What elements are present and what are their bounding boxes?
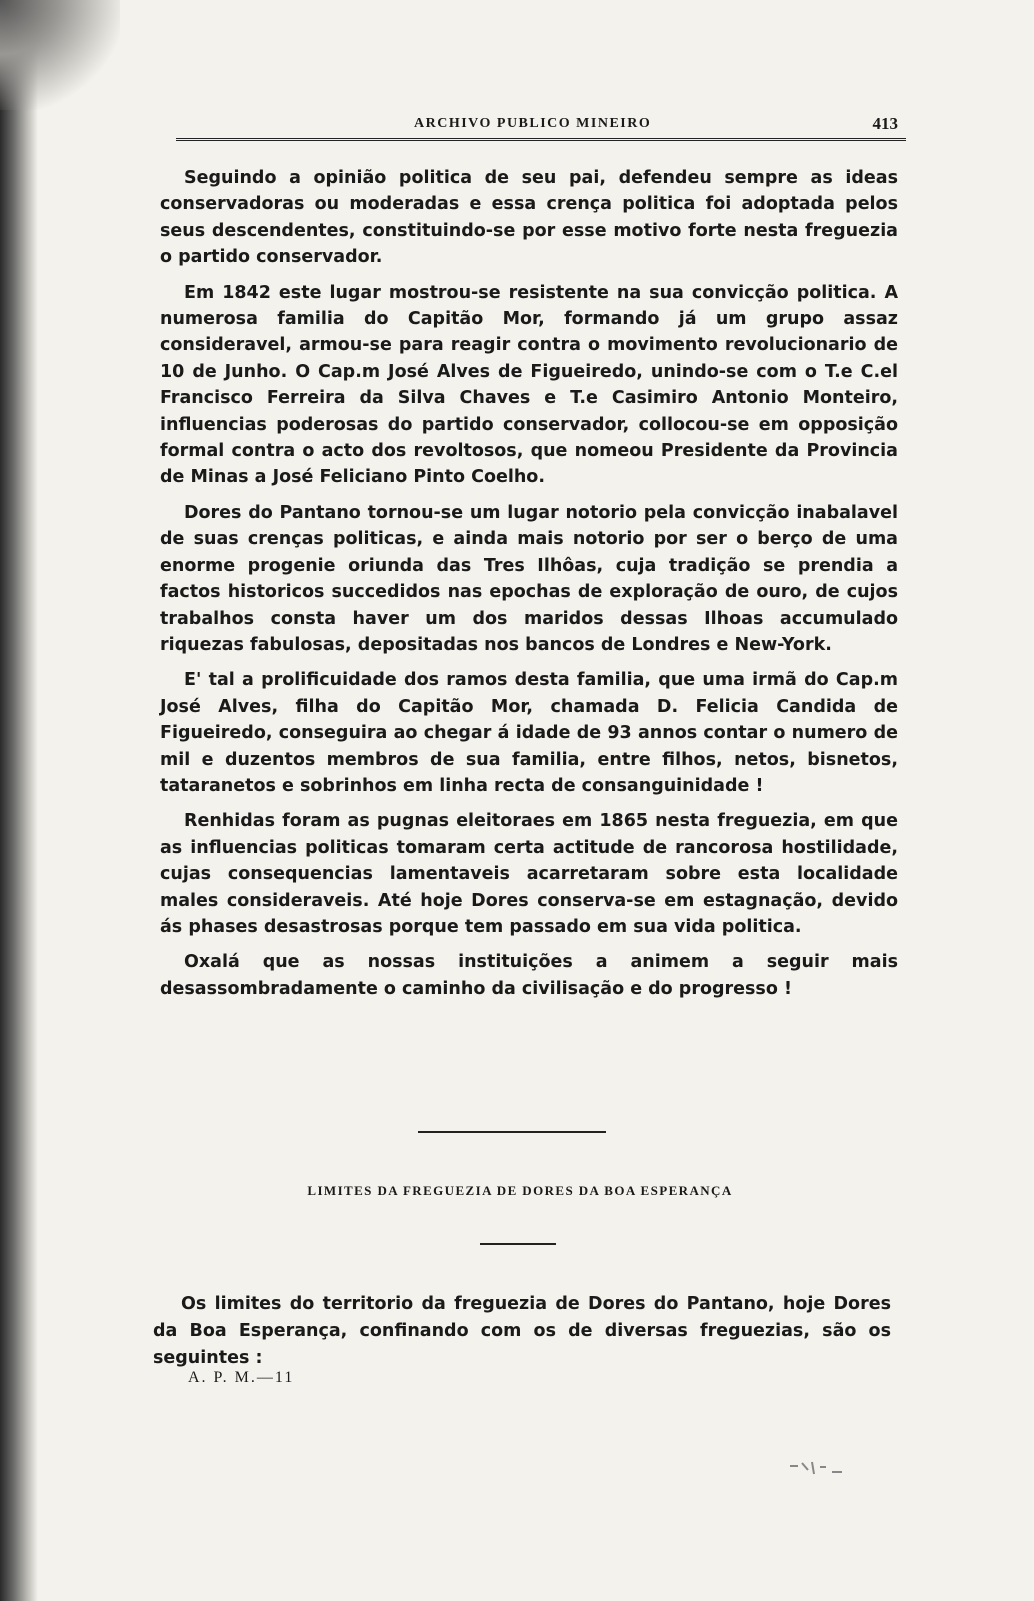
section-text	[153, 1291, 891, 1372]
ink-smudge	[788, 1458, 846, 1478]
header-rule	[176, 138, 906, 141]
body-text	[160, 165, 898, 1011]
section-heading: LIMITES DA FREGUEZIA DE DORES DA BOA ESPERANÇA	[307, 1183, 733, 1198]
paragraph: Dores do Pantano tornou-se um lugar notorio pela convicção inabalavel de suas crenças politicas, e ainda mais notorio por ser o berço de uma enorme progenie oriunda das Tres Ilhôas, cuja tradição se prendia a factos historicos succedidos nas epochas de exploração de ouro, de cujos trabalhos consta haver um dos maridos dessas Ilhoas accumulado riquezas fabulosas, depositadas nos bancos de Londres e New-York.	[160, 502, 898, 655]
running-title: ARCHIVO PUBLICO MINEIRO	[414, 116, 652, 131]
paragraph: Os limites do territorio da freguezia de Dores do Pantano, hoje Dores da Boa Esperança, confinando com os de diversas freguezias, são os seguintes :	[153, 1294, 891, 1368]
page-number: 413	[872, 114, 898, 133]
signature-mark: A. P. M.—11	[188, 1369, 295, 1386]
paragraph: Em 1842 este lugar mostrou-se resistente na sua convicção politica. A numerosa familia do Capitão Mor, formando já um grupo assaz consideravel, armou-se para reagir contra o movimento revolucionario de 10 de Junho. O Cap.m José Alves de Figueiredo, unindo-se com o T.e C.el Francisco Ferreira da Silva Chaves e T.e Casimiro Antonio Monteiro, influencias poderosas do partido conservador, collocou-se em opposição formal contra o acto dos revoltosos, que nomeou Presidente da Provincia de Minas a José Feliciano Pinto Coelho.	[160, 282, 898, 488]
paragraph: Renhidas foram as pugnas eleitoraes em 1865 nesta freguezia, em que as influencias politicas tomaram certa actitude de rancorosa hostilidade, cujas consequencias lamentaveis acarretaram sobre esta localidade males consideraveis. Até hoje Dores conserva-se em estagnação, devido ás phases desastrosas porque tem passado em sua vida politica.	[160, 811, 898, 937]
page-scan-edge	[0, 0, 38, 1601]
page-header	[176, 108, 906, 148]
paragraph: Oxalá que as nossas instituições a animem a seguir mais desassombradamente o caminho da civilisação e do progresso !	[160, 952, 898, 999]
paragraph: Seguindo a opinião politica de seu pai, defendeu sempre as ideas conservadoras ou moderadas e essa crença politica foi adoptada pelos seus descendentes, constituindo-se por esse motivo forte nesta freguezia o partido conservador.	[160, 168, 898, 268]
section-separator-rule	[418, 1131, 606, 1133]
paragraph: E' tal a prolificuidade dos ramos desta familia, que uma irmã do Cap.m José Alves, filha do Capitão Mor, chamada D. Felicia Candida de Figueiredo, conseguira ao chegar á idade de 93 annos contar o numero de mil e duzentos membros de sua familia, entre filhos, netos, bisnetos, tataranetos e sobrinhos em linha recta de consanguinidade !	[160, 670, 898, 796]
heading-underline-rule	[480, 1243, 556, 1245]
page-scan-corner-shadow	[0, 0, 120, 110]
